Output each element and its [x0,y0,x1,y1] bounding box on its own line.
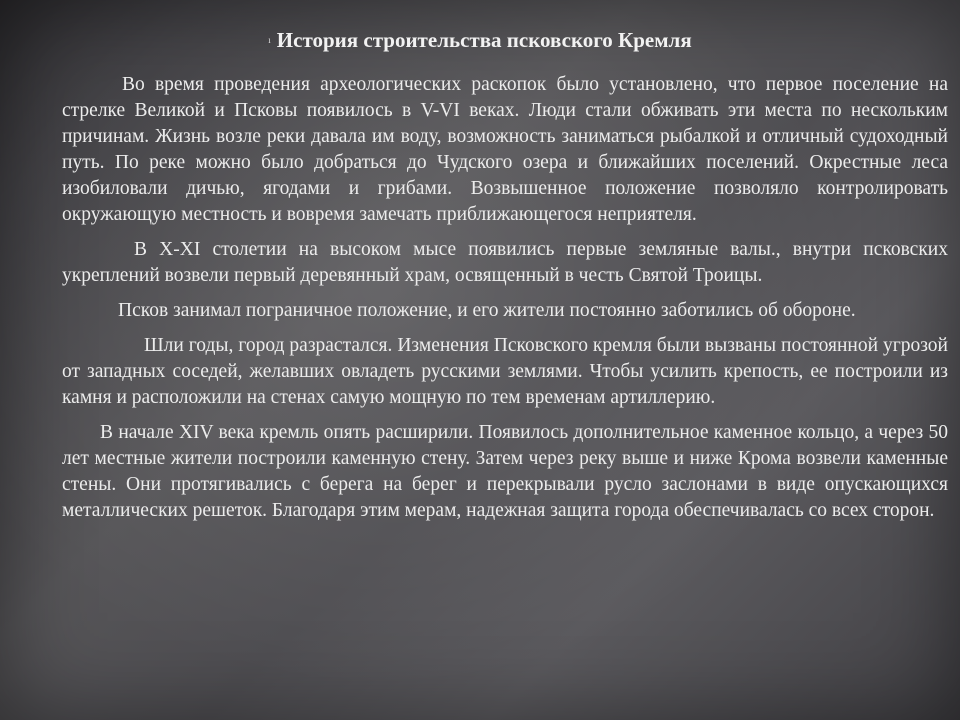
paragraph-stone-fortress: Шли годы, город разрастался. Изменения Псковского кремля были вызваны постоянной угрозой от западных соседей, желавших овладеть русскими землями. Чтобы усилить крепость, ее построили из камня и расположили на стенах самую мощную по тем временам артиллерию. [62,335,948,408]
paragraph-border-position: Псков занимал пограничное положение, и его жители постоянно заботились об обороне. [118,300,856,321]
title-bullet: ı [268,35,271,46]
paragraph-earthworks: В X-XI столетии на высоком мысе появились первые земляные валы., внутри псковских укреплений возвели первый деревянный храм, освященный в честь Святой Троицы. [62,239,948,286]
paragraph-archaeology: Во время проведения археологических раскопок было установлено, что первое поселение на стрелке Великой и Псковы появилось в V-VI веках. Люди стали обживать эти места по нескольким причинам. Жизнь возле реки давала им воду, возможность заниматься рыбалкой и отличный судоходный путь. По реке можно было добраться до Чудского озера и ближайших поселений. Окрестные леса изобиловали дичью, ягодами и грибами. Возвышенное положение позволяло контролировать окружающую местность и вовремя замечать приближающегося неприятеля. [62,74,948,225]
slide-title-row [0,28,960,53]
slide-title: История строительства псковского Кремля [276,28,692,52]
paragraph-expansion: В начале XIV века кремль опять расширили. Появилось дополнительное каменное кольцо, а через 50 лет местные жители построили каменную стену. Затем через реку выше и ниже Крома возвели каменные стены. Они протягивались с берега на берег и перекрывали русло заслонами в виде опускающихся металлических решеток. Благодаря этим мерам, надежная защита города обеспечивалась со всех сторон. [62,422,948,521]
slide-body [62,72,948,533]
